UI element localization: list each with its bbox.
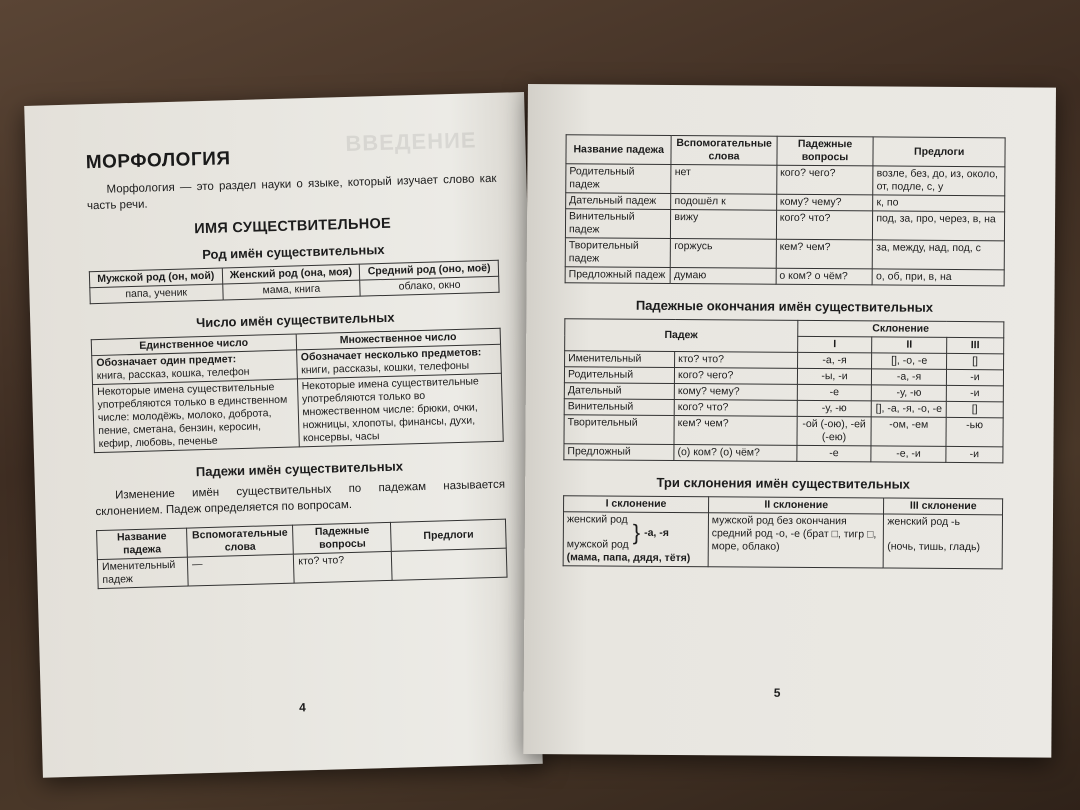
endings-cell: -е, -и [871,446,946,463]
cases-cell: кому? чему? [776,194,873,211]
decl-header: II склонение [708,497,884,514]
table-row [565,267,1004,286]
cases-cell: подошёл к [671,194,776,211]
three-declensions-title: Три склонения имён существительных [656,474,910,492]
cases-cell: горжусь [671,239,777,269]
decl-third-examples: (ночь, тишь, гладь) [887,540,981,554]
decl-first-ending: -а, -я [644,526,669,539]
right-content [563,134,1006,569]
cases-cell: о, об, при, в, на [872,269,1004,286]
cases-cell: Творительный падеж [565,238,671,268]
endings-cell: [] [946,353,1003,369]
endings-cell: -а, -я [872,369,947,386]
endings-cell: -у, -ю [797,400,872,417]
endings-cell: кому? чему? [674,384,797,401]
cases-cell: возле, без, до, из, около, от, подле, с, у [873,166,1005,196]
endings-cell: кого? что? [674,400,797,417]
page-number-left: 4 [298,700,306,715]
endings-cell: Творительный [564,415,674,445]
gender-cell: папа, ученик [90,284,223,304]
number-cell-text: книги, рассказы, кошки, телефоны [301,359,470,377]
gender-cell: мама, книга [222,280,360,300]
number-header-singular: Единственное число [91,334,296,356]
cases-cell: о ком? о чём? [776,268,873,285]
endings-header-case: Падеж [565,319,798,353]
endings-cell: кто? что? [675,352,798,369]
brace-icon: } [632,519,641,545]
table-row [565,209,1004,241]
decl-cell-first [563,512,708,567]
endings-cell: -ы, -и [797,368,872,385]
endings-cell: Дательный [564,383,674,400]
decl-header: I склонение [564,496,709,513]
cases-header: Вспомогательные слова [671,136,777,166]
number-cell: Некоторые имена существительные употребляются только в единственном числе: молодёжь, молоко, доброта, пение, сметана, бензин, керосин, кефир, любовь, печенье [93,379,299,453]
endings-cell: -е [797,445,872,462]
number-cell-bold: Обозначает несколько предметов: [300,346,482,364]
number-title: Число имён существительных [195,309,395,331]
cases-cell: кем? чем? [776,239,873,269]
decl-first-examples: (мама, папа, дядя, тётя) [566,551,691,565]
endings-decl-col: III [947,337,1004,353]
endings-table [563,318,1004,463]
endings-cell: -а, -я [797,352,872,369]
gender-header-masc: Мужской род (он, мой) [89,268,222,288]
number-header-plural: Множественное число [296,328,501,350]
cases-cell: вижу [671,210,777,240]
cases-header: Падежные вопросы [293,522,392,554]
number-table [91,328,504,453]
decl-first-feminine: женский род [566,513,628,526]
endings-title: Падежные окончания имён существительных [635,297,934,315]
ghost-heading: ВВЕДЕНИЕ [345,127,477,157]
decl-cell-second: мужской род без окончания средний род -о, -е (брат □, тигр □, море, облако) [708,513,884,568]
left-content [86,141,508,589]
endings-cell: Именительный [565,351,675,368]
cases-cell: Родительный падеж [566,164,672,194]
table-row [565,238,1004,270]
cases-header: Вспомогательные слова [187,525,294,557]
decl-third-rule: женский род -ь [887,515,961,529]
endings-cell: -е [797,384,872,401]
cases-cell: думаю [670,267,775,284]
cases-header: Название падежа [566,135,672,165]
cases-cell: нет [671,165,777,195]
endings-cell: (о) ком? (о) чём? [674,445,797,462]
cases-cell: Дательный падеж [566,193,671,210]
endings-cell: [] [946,401,1003,417]
endings-cell: [], -а, -я, -о, -е [871,401,946,418]
endings-cell: кем? чем? [674,416,797,446]
table-row [564,444,1003,463]
endings-cell: -и [946,385,1003,401]
number-cell-text: книга, рассказ, кошка, телефон [96,365,250,383]
number-cell: Некоторые имена существительные употребляются только во множественном числе: брюки, очки, ножницы, хлопоты, финансы, духи, консервы, часы [297,373,503,447]
cases-table-right [565,134,1006,286]
page-number-right: 5 [773,685,781,700]
endings-cell: -ой (-ою), -ей (-ею) [797,416,872,446]
number-cell-bold: Обозначает один предмет: [96,353,237,370]
endings-cell: [], -о, -е [872,353,947,370]
gender-table [89,260,500,304]
decl-first-masculine: мужской род [566,538,629,551]
endings-decl-col: II [872,337,947,354]
three-declensions-table [563,495,1003,569]
cases-title: Падежи имён существительных [195,458,404,480]
cases-header: Предлоги [873,137,1005,167]
cases-cell: кого? что? [776,210,873,240]
cases-cell: Предложный падеж [565,267,670,284]
cases-cell: к, по [873,195,1005,212]
endings-cell: -и [946,446,1003,462]
section-heading: МОРФОЛОГИЯ [85,148,231,174]
endings-cell: -и [946,369,1003,385]
endings-decl-col: I [797,336,872,353]
endings-cell: кого? чего? [674,368,797,385]
endings-cell: Винительный [564,399,674,416]
endings-cell: Предложный [564,444,674,461]
endings-cell: -ью [946,417,1003,446]
cases-header: Название падежа [97,528,188,560]
cases-table-left [96,519,507,589]
table-row [566,164,1005,196]
endings-header-decl: Склонение [797,320,1003,337]
gender-cell: облако, окно [360,276,499,296]
gender-title: Род имён существительных [202,241,385,263]
endings-cell: -ом, -ем [871,417,946,447]
gender-header-neut: Средний род (оно, моё) [360,260,499,280]
intro-paragraph: Морфология — это раздел науки о языке, который изучает слово как часть речи. [86,172,497,213]
cases-cell: Именительный падеж [97,557,188,589]
cases-cell: за, между, над, под, с [873,240,1005,270]
cases-paragraph: Изменение имён существительных по падежам называется склонением. Падеж определяется по вопросам. [95,478,506,519]
cases-cell: — [187,554,294,586]
gender-header-fem: Женский род (она, моя) [222,264,360,284]
left-page [24,92,543,778]
cases-header: Падежные вопросы [777,136,874,166]
decl-cell-third [884,514,1003,569]
cases-cell: под, за, про, через, в, на [873,211,1005,241]
cases-cell: Винительный падеж [565,209,671,239]
cases-cell [392,548,507,580]
endings-cell: Родительный [564,367,674,384]
endings-cell: -у, -ю [872,385,947,402]
cases-cell: кого? чего? [776,165,873,195]
noun-title: ИМЯ СУЩЕСТВИТЕЛЬНОЕ [194,215,392,238]
cases-cell: кто? что? [294,551,393,583]
decl-header: III склонение [884,498,1003,515]
table-row [564,415,1003,447]
right-page [523,84,1056,758]
cases-header: Предлоги [391,519,506,551]
